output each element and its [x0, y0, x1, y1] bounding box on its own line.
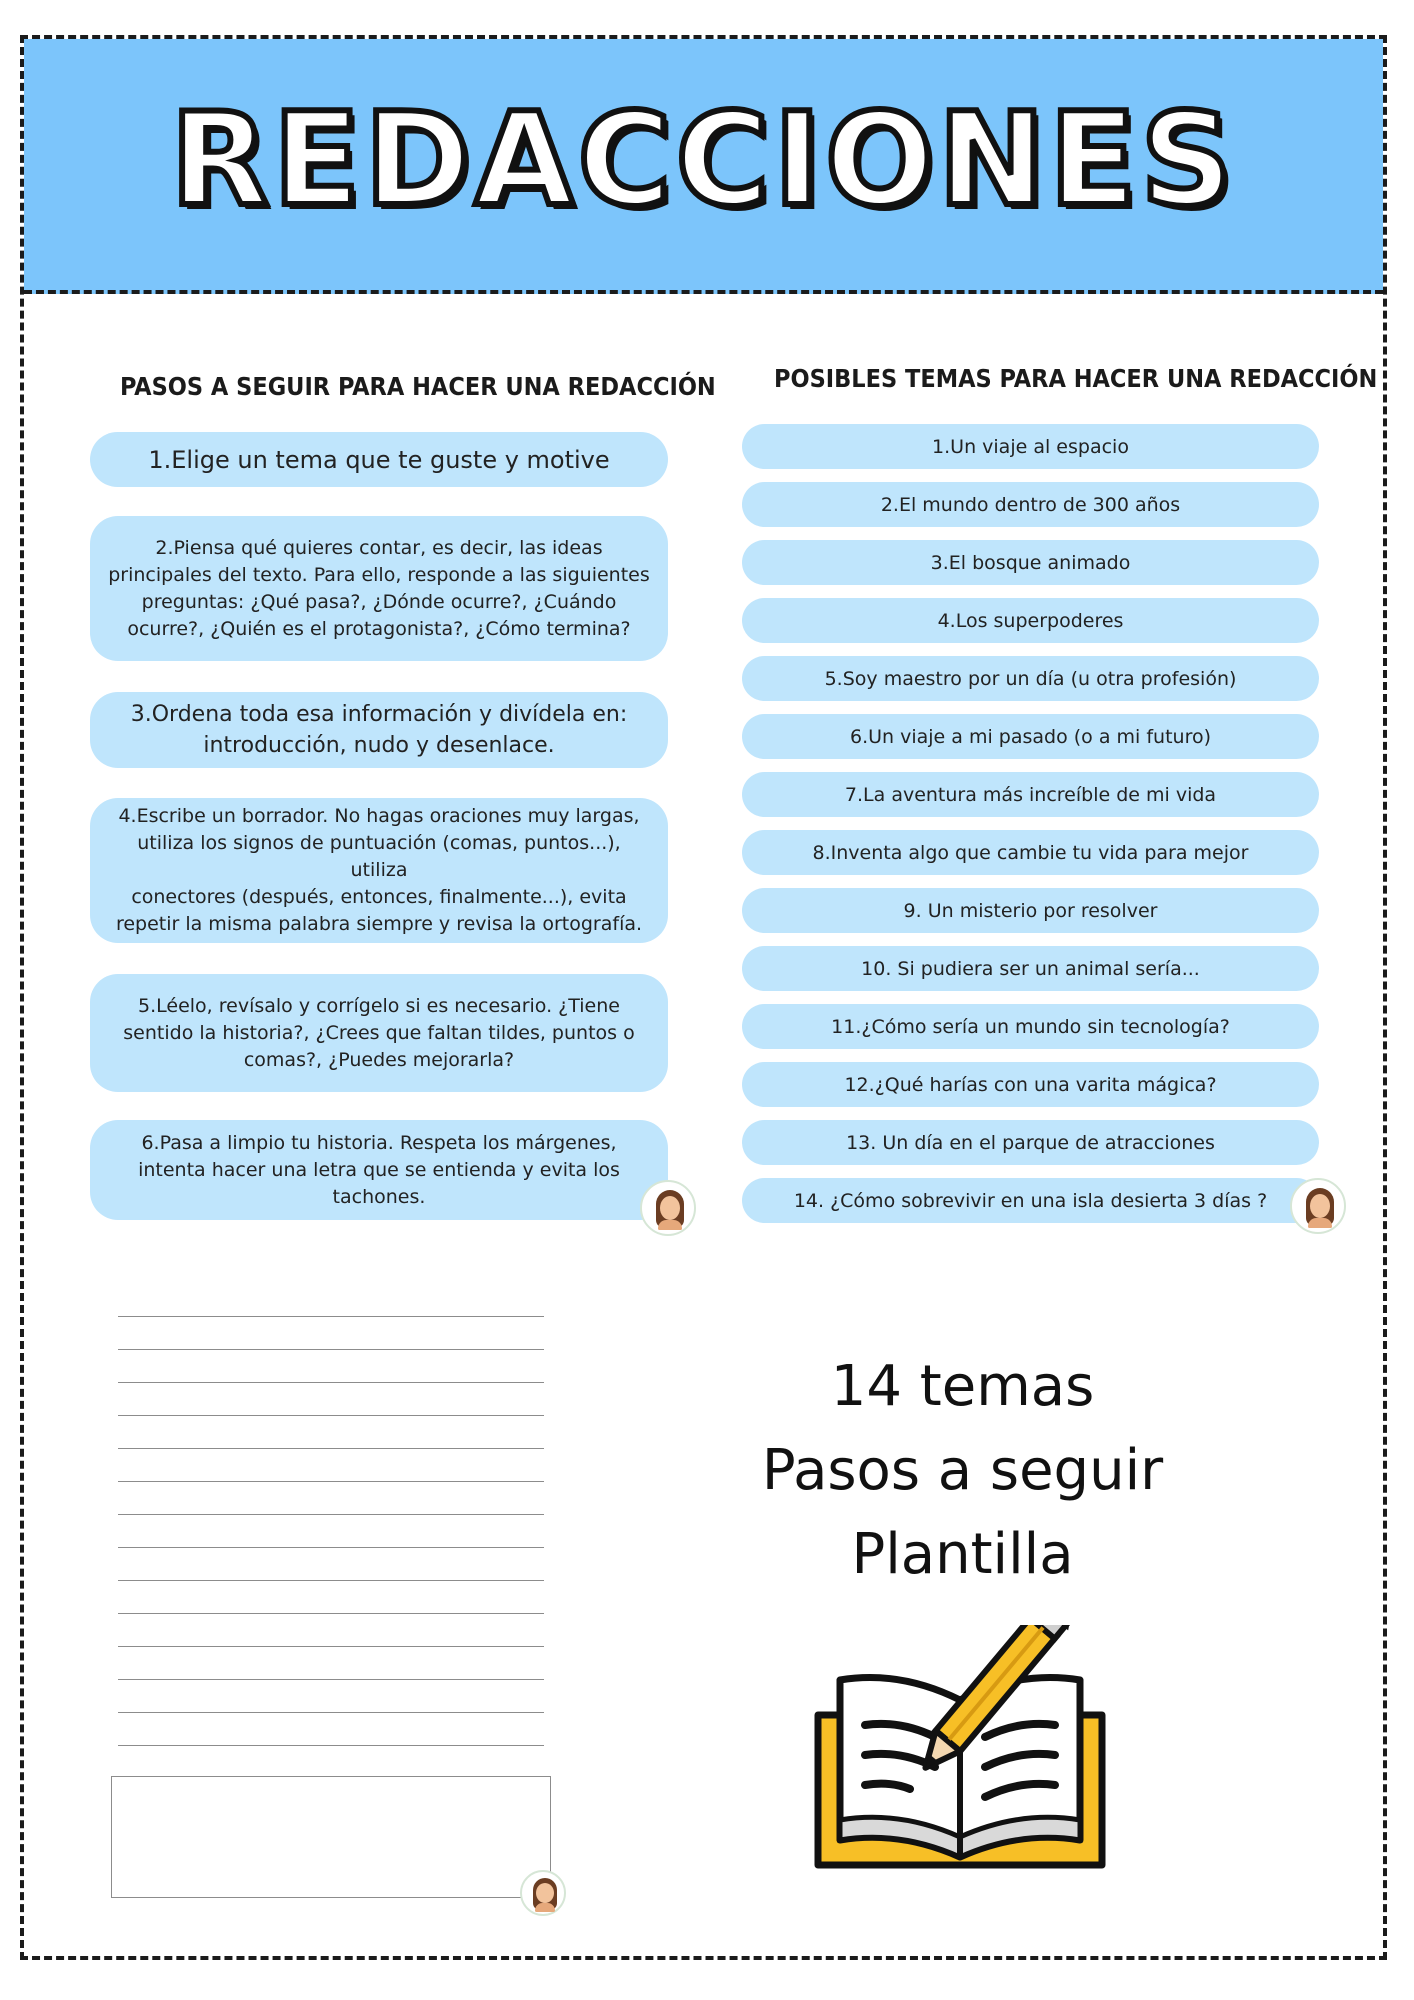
step-line: comas?, ¿Puedes mejorarla? [243, 1048, 515, 1071]
step-item-1 [90, 432, 668, 487]
writing-line [118, 1679, 544, 1680]
summary-block [700, 1345, 1225, 1597]
theme-item: 4.Los superpoderes [742, 598, 1319, 643]
step-line: 5.Léelo, revísalo y corrígelo si es necesario. ¿Tiene [138, 994, 620, 1017]
summary-line-template: Plantilla [851, 1522, 1074, 1587]
avatar-sticker-icon [1290, 1178, 1346, 1234]
writing-line [118, 1646, 544, 1647]
step-item-5 [90, 974, 668, 1092]
theme-item: 10. Si pudiera ser un animal sería... [742, 946, 1319, 991]
avatar-sticker-icon [640, 1180, 696, 1236]
title-banner [24, 39, 1383, 294]
writing-line [118, 1745, 544, 1746]
writing-line [118, 1514, 544, 1515]
step-line: principales del texto. Para ello, responde a las siguientes [108, 563, 650, 586]
writing-lines [118, 1316, 544, 1746]
summary-line-steps: Pasos a seguir [761, 1438, 1164, 1503]
avatar-sticker-icon [520, 1870, 566, 1916]
step-item-6 [90, 1120, 668, 1220]
theme-item: 9. Un misterio por resolver [742, 888, 1319, 933]
step-item-3 [90, 692, 668, 768]
summary-line-topics: 14 temas [830, 1354, 1095, 1419]
page-title: REDACCIONES [170, 86, 1237, 235]
writing-line [118, 1481, 544, 1482]
theme-item: 8.Inventa algo que cambie tu vida para mejor [742, 830, 1319, 875]
theme-item: 3.El bosque animado [742, 540, 1319, 585]
step-item-2 [90, 516, 668, 661]
theme-item: 6.Un viaje a mi pasado (o a mi futuro) [742, 714, 1319, 759]
theme-item: 12.¿Qué harías con una varita mágica? [742, 1062, 1319, 1107]
writing-line [118, 1712, 544, 1713]
step-line: 6.Pasa a limpio tu historia. Respeta los márgenes, [141, 1131, 617, 1154]
step-line: 3.Ordena toda esa información y divídela en: [130, 702, 628, 727]
writing-line [118, 1316, 544, 1317]
steps-heading: PASOS A SEGUIR PARA HACER UNA REDACCIÓN [120, 372, 716, 401]
themes-heading: POSIBLES TEMAS PARA HACER UNA REDACCIÓN [774, 364, 1378, 393]
step-line: tachones. [332, 1185, 426, 1208]
writing-line [118, 1547, 544, 1548]
step-line: preguntas: ¿Qué pasa?, ¿Dónde ocurre?, ¿Cuándo [141, 590, 617, 613]
writing-line [118, 1613, 544, 1614]
theme-item: 7.La aventura más increíble de mi vida [742, 772, 1319, 817]
step-line: intenta hacer una letra que se entienda y evita los [138, 1158, 620, 1181]
theme-item: 1.Un viaje al espacio [742, 424, 1319, 469]
writing-line [118, 1448, 544, 1449]
theme-item: 5.Soy maestro por un día (u otra profesión) [742, 656, 1319, 701]
writing-line [118, 1415, 544, 1416]
step-item-4 [90, 798, 668, 943]
step-line: sentido la historia?, ¿Crees que faltan tildes, puntos o [123, 1021, 635, 1044]
step-line: utiliza los signos de puntuación (comas, puntos...), utiliza [137, 832, 621, 881]
step-line: conectores (después, entonces, finalmente...), evita [131, 886, 627, 908]
drawing-box [111, 1776, 551, 1898]
open-book-with-pencil-icon [810, 1625, 1110, 1885]
step-line: 4.Escribe un borrador. No hagas oraciones muy largas, [118, 805, 640, 827]
writing-line [118, 1580, 544, 1581]
step-line: ocurre?, ¿Quién es el protagonista?, ¿Cómo termina? [127, 617, 631, 640]
step-line: repetir la misma palabra siempre y revisa la ortografía. [115, 913, 643, 935]
step-line: 2.Piensa qué quieres contar, es decir, las ideas [155, 536, 603, 559]
writing-line [118, 1382, 544, 1383]
theme-item: 11.¿Cómo sería un mundo sin tecnología? [742, 1004, 1319, 1049]
writing-line [118, 1349, 544, 1350]
theme-item: 14. ¿Cómo sobrevivir en una isla desierta 3 días ? [742, 1178, 1319, 1223]
step-line: 1.Elige un tema que te guste y motive [148, 445, 610, 474]
theme-item: 2.El mundo dentro de 300 años [742, 482, 1319, 527]
step-line: introducción, nudo y desenlace. [203, 733, 555, 758]
theme-item: 13. Un día en el parque de atracciones [742, 1120, 1319, 1165]
